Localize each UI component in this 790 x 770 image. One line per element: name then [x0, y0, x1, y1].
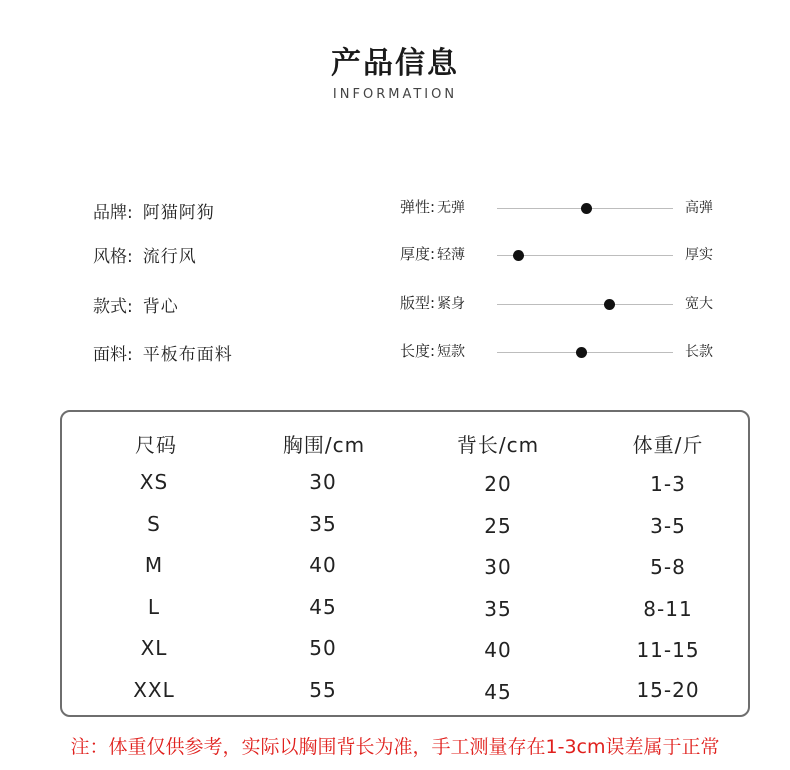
table-cell-size: L [147, 595, 161, 619]
slider-high-label: 高弹 [685, 200, 713, 216]
page-title: 产品信息 [331, 46, 459, 81]
attribute-fabric [93, 340, 233, 365]
slider-fit [400, 292, 730, 316]
table-cell-chest: 40 [309, 553, 337, 577]
table-cell-back: 40 [484, 638, 512, 662]
attribute-value: 阿猫阿狗 [142, 203, 215, 223]
table-cell-chest: 45 [309, 595, 337, 619]
slider-high-label: 长款 [685, 344, 713, 360]
slider-knob [513, 250, 524, 261]
slider-high-label: 宽大 [685, 296, 713, 312]
table-cell-chest: 30 [309, 470, 337, 494]
table-cell-weight: 5-8 [650, 555, 686, 579]
attribute-type [93, 292, 179, 317]
attribute-label: 款式: [93, 297, 133, 317]
attribute-label: 品牌: [93, 203, 133, 223]
attribute-label: 风格: [93, 247, 133, 267]
slider-label: 长度: [400, 342, 436, 360]
attribute-brand [93, 198, 215, 223]
slider-track [497, 255, 673, 256]
table-cell-chest: 35 [309, 512, 337, 536]
slider-high-label: 厚实 [685, 247, 713, 263]
slider-track [497, 352, 673, 353]
table-cell-back: 35 [484, 597, 512, 621]
table-cell-back: 25 [484, 514, 512, 538]
table-cell-weight: 8-11 [643, 597, 693, 621]
size-table [60, 410, 750, 717]
table-header: 背长/cm [456, 433, 540, 457]
slider-label: 版型: [400, 294, 436, 312]
table-header: 体重/斤 [632, 433, 704, 457]
slider-knob [604, 299, 615, 310]
slider-knob [576, 347, 587, 358]
table-cell-chest: 55 [309, 678, 337, 702]
slider-label: 厚度: [400, 245, 436, 263]
table-cell-size: S [147, 512, 161, 536]
slider-thickness [400, 243, 730, 267]
table-header: 尺码 [135, 433, 177, 457]
attribute-value: 背心 [142, 297, 179, 317]
page-subtitle: INFORMATION [332, 87, 458, 102]
slider-low-label: 短款 [437, 344, 466, 360]
table-cell-size: XXL [133, 678, 175, 702]
table-cell-size: XL [140, 636, 168, 660]
table-cell-weight: 3-5 [650, 514, 686, 538]
slider-low-label: 轻薄 [437, 247, 466, 263]
table-cell-chest: 50 [309, 636, 337, 660]
table-cell-back: 45 [484, 680, 512, 704]
disclaimer-note: 注：体重仅供参考，实际以胸围背长为准，手工测量存在1-3cm误差属于正常 [70, 736, 720, 758]
table-header: 胸围/cm [282, 433, 366, 457]
attribute-value: 流行风 [142, 247, 197, 267]
table-cell-weight: 1-3 [650, 472, 686, 496]
slider-low-label: 无弹 [437, 200, 466, 216]
table-cell-weight: 11-15 [636, 638, 700, 662]
table-cell-weight: 15-20 [636, 678, 700, 702]
slider-knob [581, 203, 592, 214]
table-cell-back: 30 [484, 555, 512, 579]
slider-length [400, 340, 730, 364]
attribute-label: 面料: [93, 345, 133, 365]
slider-label: 弹性: [400, 198, 436, 216]
slider-elasticity [400, 196, 730, 220]
slider-low-label: 紧身 [437, 296, 466, 312]
attribute-value: 平板布面料 [142, 345, 233, 365]
attribute-style [93, 242, 197, 267]
table-cell-size: M [144, 553, 164, 577]
table-cell-size: XS [139, 470, 169, 494]
slider-track [497, 208, 673, 209]
table-cell-back: 20 [484, 472, 512, 496]
slider-track [497, 304, 673, 305]
